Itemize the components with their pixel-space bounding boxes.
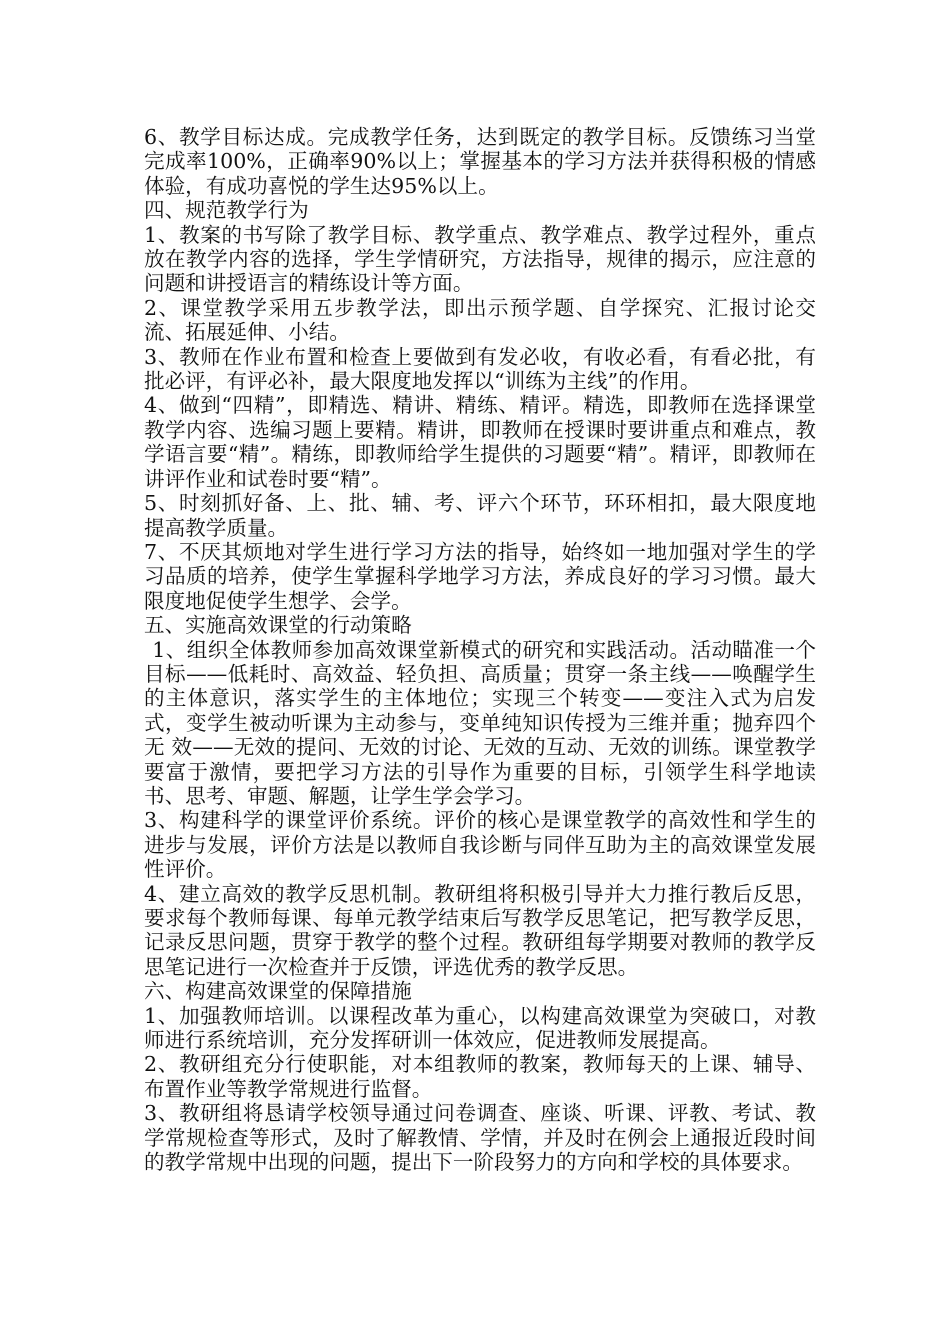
- paragraph-homework: 3、教师在作业布置和检查上要做到有发必收，有收必看，有看必批，有批必评，有评必补，最大限度地发挥以“训练为主线”的作用。: [144, 344, 816, 394]
- paragraph-leadership-checks: 3、教研组将恳请学校领导通过问卷调查、座谈、听课、评教、考试、教学常规检查等形式，及时了解教情、学情，并及时在例会上通报近段时间的教学常规中出现的问题，提出下一阶段努力的方向和学校的具体要求。: [144, 1101, 816, 1175]
- section-heading-4: 四、规范教学行为: [144, 198, 309, 223]
- document-page: [144, 125, 816, 1174]
- paragraph-goal-achievement: 6、教学目标达成。完成教学任务，达到既定的教学目标。反馈练习当堂完成率100%，正确率90%以上；掌握基本的学习方法并获得积极的情感体验，有成功喜悦的学生达95%以上。: [144, 125, 816, 198]
- section-heading-6: 六、构建高效课堂的保障措施: [144, 979, 412, 1004]
- paragraph-teacher-training: 1、加强教师培训。以课程改革为重心，以构建高效课堂为突破口，对教师进行系统培训，充分发挥研训一体效应，促进教师发展提高。: [144, 1003, 816, 1053]
- paragraph-four-precision: 4、做到“四精”，即精选、精讲、精练、精评。精选，即教师在选择课堂教学内容、选编习题上要精。精讲，即教师在授课时要讲重点和难点，教学语言要“精”。精练，即教师给学生提供的习题要“精”。精评，即教师在讲评作业和试卷时要“精”。: [144, 393, 816, 491]
- paragraph-study-methods: 7、不厌其烦地对学生进行学习方法的指导，始终如一地加强对学生的学习品质的培养，使学生掌握科学地学习方法，养成良好的学习习惯。最大限度地促使学生想学、会学。: [144, 539, 816, 613]
- paragraph-supervision: 2、教研组充分行使职能，对本组教师的教案，教师每天的上课、辅导、布置作业等教学常规进行监督。: [144, 1052, 816, 1101]
- section-heading-5: 五、实施高效课堂的行动策略: [144, 613, 412, 638]
- paragraph-research-practice: 1、组织全体教师参加高效课堂新模式的研究和实践活动。活动瞄准一个目标——低耗时、高效益、轻负担、高质量；贯穿一条主线——唤醒学生的主体意识，落实学生的主体地位；实现三个转变——变注入式为启发式，变学生被动听课为主动参与，变单纯知识传授为三维并重；抛弃四个无 效——无效的提问、无效的讨论、无效的互动、无效的训练。课堂教学要富于激情，要把学习方法的引导作为重要的目标，引领学生科学地读书、思考、审题、解题，让学生学会学习。: [144, 637, 816, 808]
- paragraph-lesson-plan: 1、教案的书写除了教学目标、教学重点、教学难点、教学过程外，重点放在教学内容的选择，学生学情研究，方法指导，规律的揭示，应注意的问题和讲授语言的精练设计等方面。: [144, 222, 816, 296]
- paragraph-reflection-mechanism: 4、建立高效的教学反思机制。教研组将积极引导并大力推行教后反思，要求每个教师每课、每单元教学结束后写教学反思笔记，把写教学反思，记录反思问题，贯穿于教学的整个过程。教研组每学期要对教师的教学反思笔记进行一次检查并于反馈，评选优秀的教学反思。: [144, 881, 816, 979]
- paragraph-five-step-method: 2、课堂教学采用五步教学法，即出示预学题、自学探究、汇报讨论交流、拓展延伸、小结。: [144, 295, 816, 345]
- paragraph-six-links: 5、时刻抓好备、上、批、辅、考、评六个环节，环环相扣，最大限度地提高教学质量。: [144, 491, 816, 540]
- paragraph-evaluation-system: 3、构建科学的课堂评价系统。评价的核心是课堂教学的高效性和学生的进步与发展，评价方法是以教师自我诊断与同伴互助为主的高效课堂发展性评价。: [144, 808, 816, 882]
